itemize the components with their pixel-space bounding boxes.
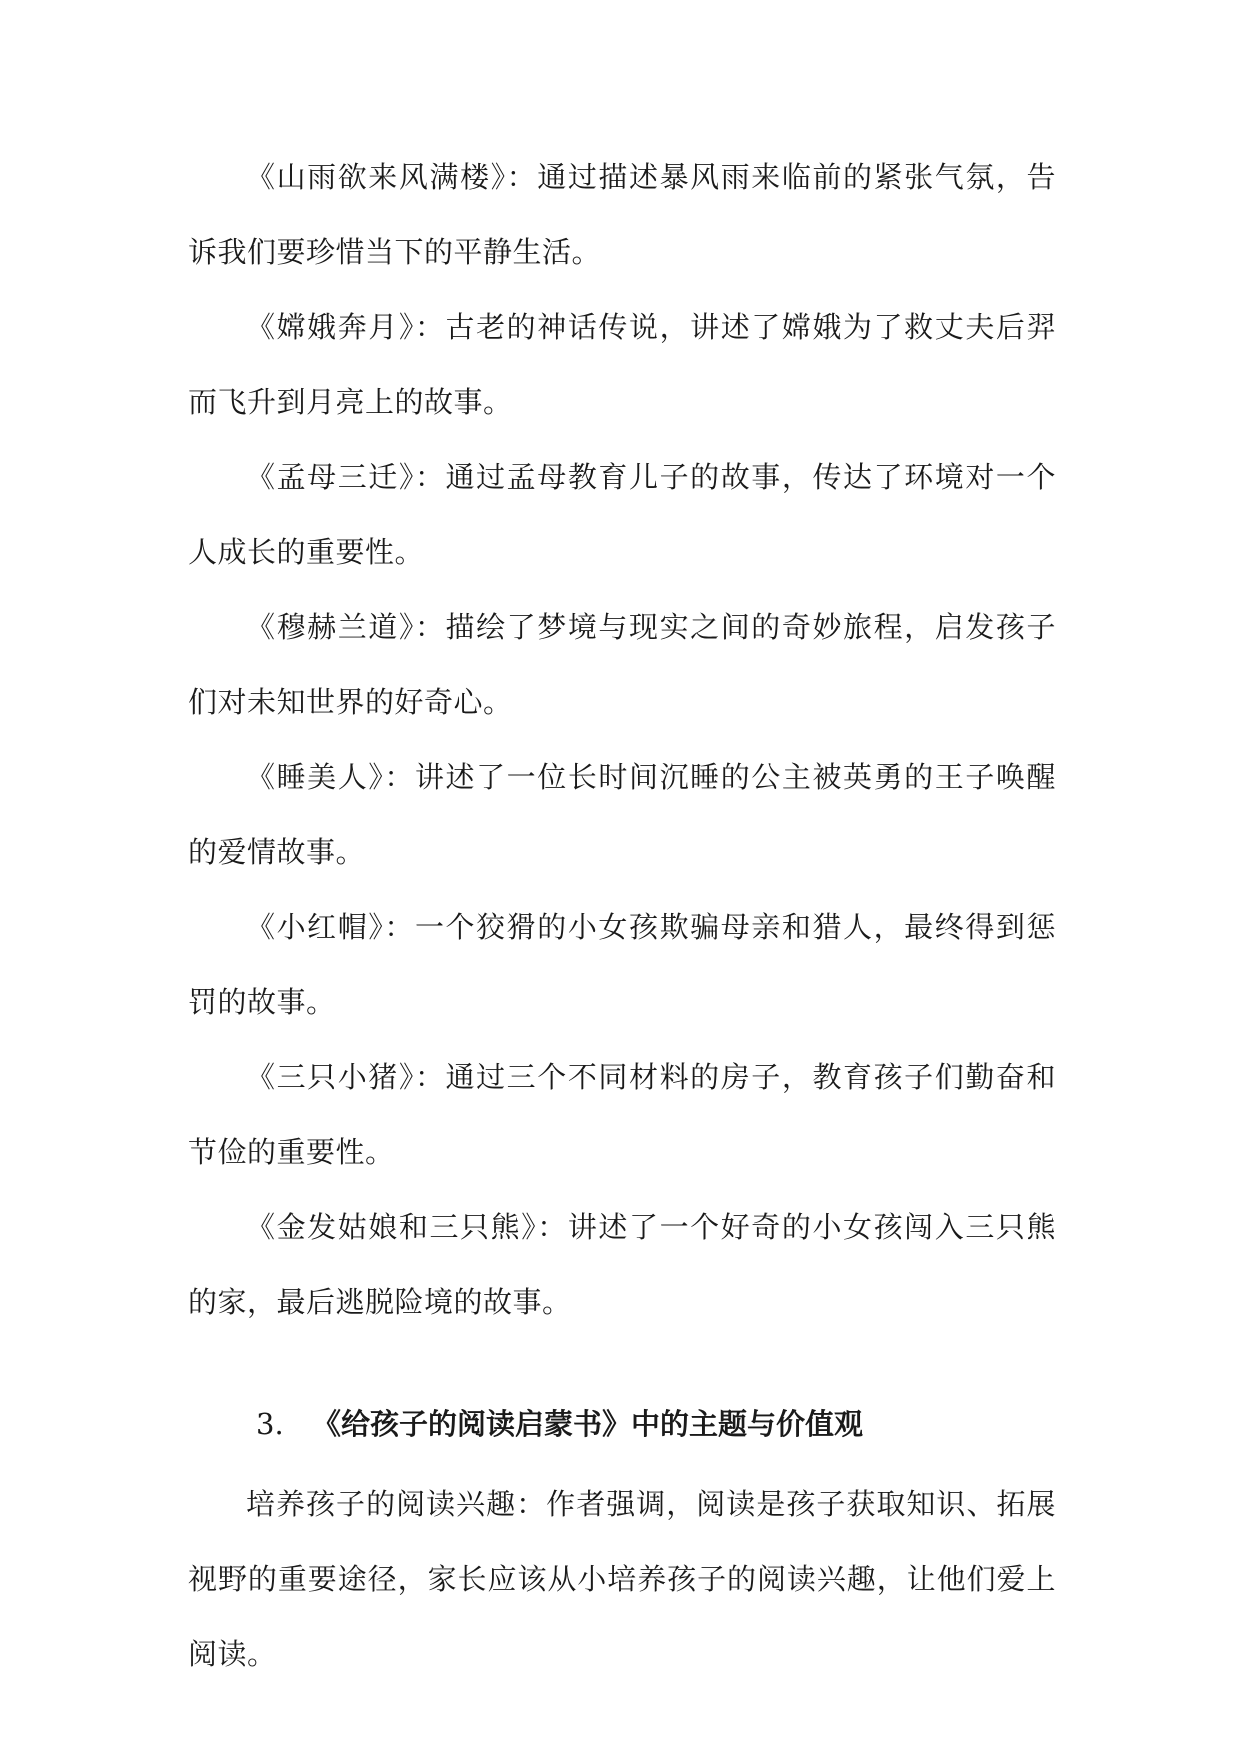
paragraph-story-7: 《三只小猪》：通过三个不同材料的房子，教育孩子们勤奋和节俭的重要性。 xyxy=(188,1060,1056,1169)
section-title: 《给孩子的阅读启蒙书》中的主题与价值观 xyxy=(312,1407,864,1441)
paragraph-story-8: 《金发姑娘和三只熊》：讲述了一个好奇的小女孩闯入三只熊的家，最后逃脱险境的故事。 xyxy=(188,1210,1056,1319)
paragraph-story-4: 《穆赫兰道》：描绘了梦境与现实之间的奇妙旅程，启发孩子们对未知世界的好奇心。 xyxy=(188,610,1056,719)
document-body xyxy=(188,140,1056,1692)
paragraph-reading-interest: 培养孩子的阅读兴趣：作者强调，阅读是孩子获取知识、拓展视野的重要途径，家长应该从小培养孩子的阅读兴趣，让他们爱上阅读。 xyxy=(188,1487,1056,1671)
paragraph-story-2: 《嫦娥奔月》：古老的神话传说，讲述了嫦娥为了救丈夫后羿而飞升到月亮上的故事。 xyxy=(188,310,1056,419)
paragraph-story-5: 《睡美人》：讲述了一位长时间沉睡的公主被英勇的王子唤醒的爱情故事。 xyxy=(188,760,1056,869)
paragraph-story-1: 《山雨欲来风满楼》：通过描述暴风雨来临前的紧张气氛，告诉我们要珍惜当下的平静生活。 xyxy=(188,160,1056,269)
section-heading xyxy=(188,1387,1056,1462)
section-number: 3. xyxy=(256,1407,284,1441)
paragraph-story-3: 《孟母三迁》：通过孟母教育儿子的故事，传达了环境对一个人成长的重要性。 xyxy=(188,460,1056,569)
paragraph-story-6: 《小红帽》：一个狡猾的小女孩欺骗母亲和猎人，最终得到惩罚的故事。 xyxy=(188,910,1056,1019)
